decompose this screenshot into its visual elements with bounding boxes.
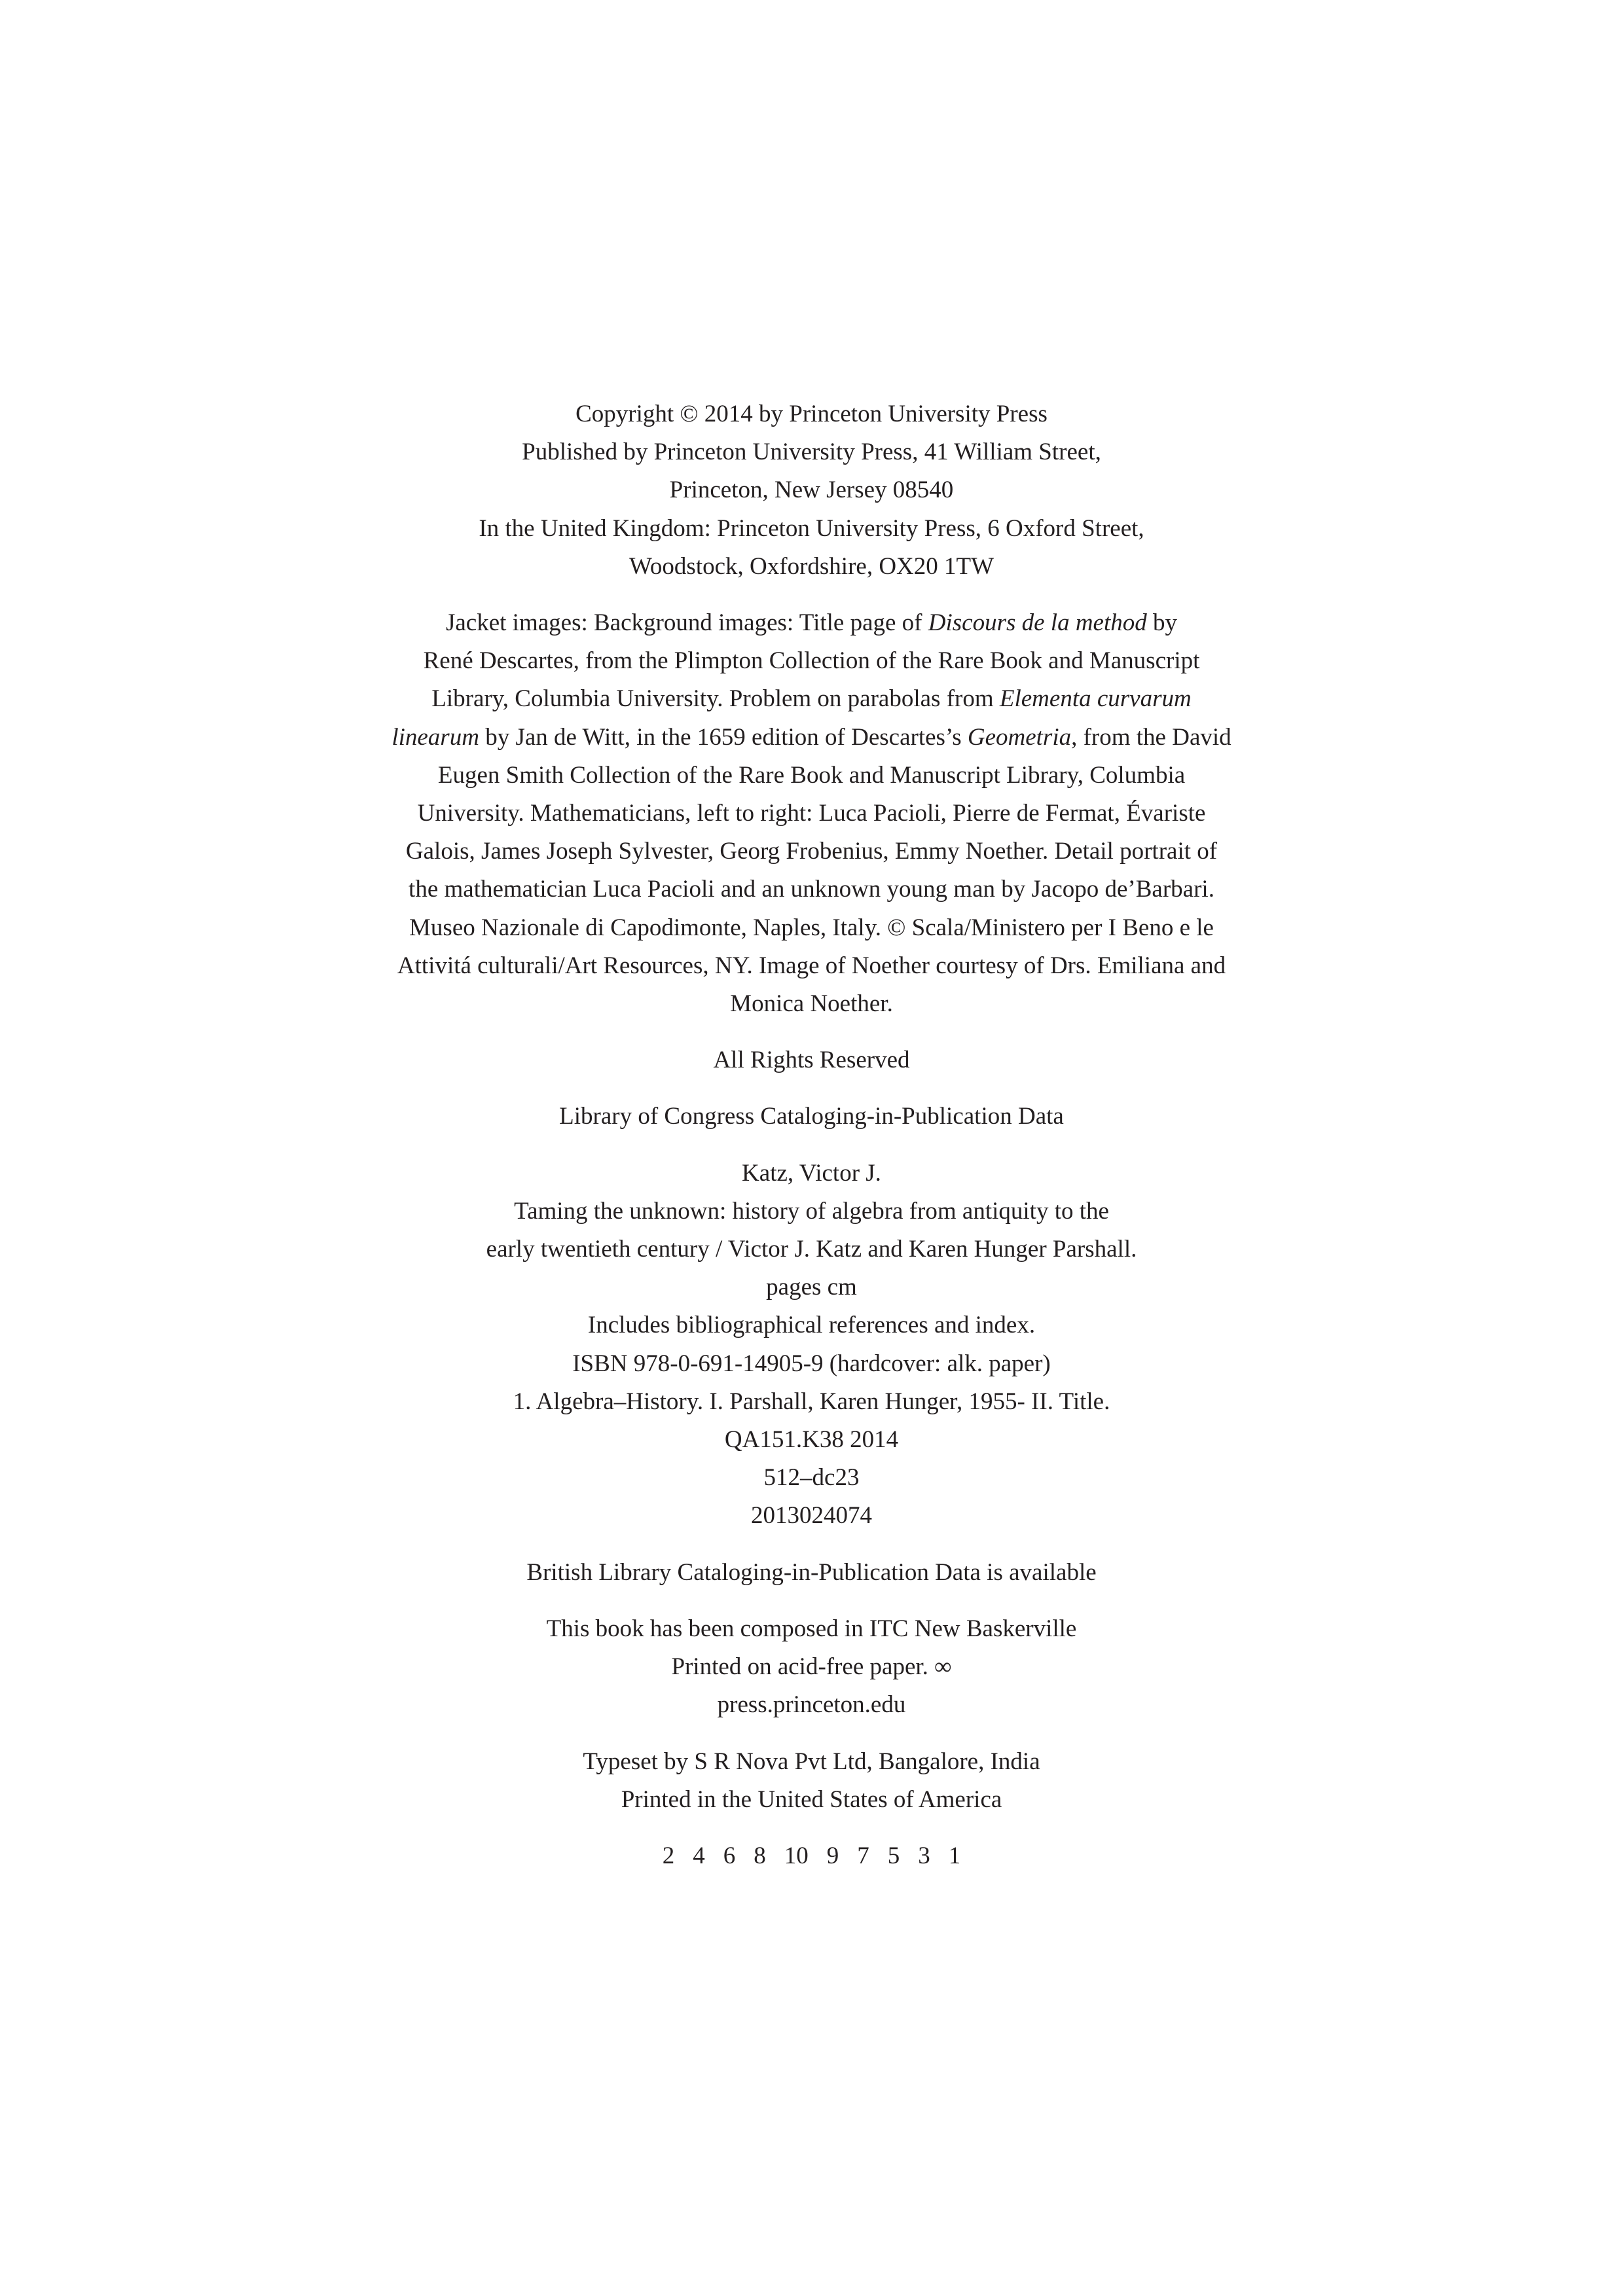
jacket-credits-title: linearum: [392, 723, 479, 751]
jacket-credits-text: Jacket images: Background images: Title page of: [445, 609, 928, 637]
loc-heading: [0, 1098, 1623, 1136]
printing-number: 9: [826, 1842, 839, 1869]
printing-number: 7: [857, 1842, 869, 1869]
typeset-block: [0, 1743, 1623, 1819]
printing-line: [0, 1837, 1623, 1875]
printing-number: 6: [723, 1842, 736, 1869]
cip-dewey: 512–dc23: [763, 1464, 860, 1492]
cip-notes: Includes bibliographical references and index.: [587, 1312, 1036, 1339]
copyright-page: [0, 395, 1623, 1875]
publisher-city-line: Princeton, New Jersey 08540: [669, 476, 954, 504]
cip-block: [0, 1155, 1623, 1535]
jacket-credits-text: Galois, James Joseph Sylvester, Georg Frobenius, Emmy Noether. Detail portrait of: [405, 838, 1218, 865]
paper-note: Printed on acid-free paper. ∞: [671, 1653, 952, 1681]
copyright-line: Copyright © 2014 by Princeton University Press: [575, 401, 1048, 427]
jacket-credits: [347, 604, 1277, 1023]
printing-number: 4: [693, 1842, 705, 1869]
typeface-note: This book has been composed in ITC New Baskerville: [546, 1615, 1077, 1642]
british-library-note: [0, 1554, 1623, 1592]
publisher-block: [0, 395, 1623, 586]
publisher-address-line: Published by Princeton University Press, 41 William Street,: [522, 439, 1101, 466]
jacket-credits-text: , from the David: [1071, 723, 1231, 751]
cip-title-cont: early twentieth century / Victor J. Katz and Karen Hunger Parshall.: [486, 1236, 1137, 1263]
uk-city-line: Woodstock, Oxfordshire, OX20 1TW: [629, 552, 994, 580]
jacket-credits-title: Elementa curvarum: [999, 685, 1192, 713]
website: press.princeton.edu: [717, 1691, 906, 1719]
printing-number: 8: [754, 1842, 766, 1869]
cip-author: Katz, Victor J.: [742, 1159, 881, 1187]
printing-number: 10: [784, 1842, 809, 1869]
cip-subjects: 1. Algebra–History. I. Parshall, Karen Hunger, 1955- II. Title.: [513, 1388, 1110, 1415]
cip-isbn: ISBN 978-0-691-14905-9 (hardcover: alk. paper): [572, 1350, 1051, 1377]
jacket-credits-text: University. Mathematicians, left to right: Luca Pacioli, Pierre de Fermat, Évariste: [417, 800, 1206, 827]
jacket-credits-text: Eugen Smith Collection of the Rare Book and Manuscript Library, Columbia: [437, 761, 1186, 789]
jacket-credits-title: Geometria: [967, 723, 1072, 751]
printed-in-note: Printed in the United States of America: [621, 1785, 1002, 1813]
jacket-credits-text: René Descartes, from the Plimpton Collection of the Rare Book and Manuscript: [423, 647, 1200, 675]
jacket-credits-title: Discours de la method: [928, 609, 1147, 637]
rights-statement: [0, 1041, 1623, 1079]
jacket-credits-text: Museo Nazionale di Capodimonte, Naples, Italy. © Scala/Ministero per I Beno e le: [409, 914, 1214, 941]
jacket-credits-text: Monica Noether.: [730, 990, 893, 1018]
printing-number: 1: [948, 1842, 961, 1869]
jacket-credits-text: Attivitá culturali/Art Resources, NY. Image of Noether courtesy of Drs. Emiliana and: [397, 952, 1226, 979]
jacket-credits-text: Library, Columbia University. Problem on parabolas from: [431, 685, 1000, 713]
printing-number: 3: [918, 1842, 930, 1869]
british-library-text: British Library Cataloging-in-Publication Data is available: [526, 1558, 1097, 1586]
uk-office-line: In the United Kingdom: Princeton University Press, 6 Oxford Street,: [479, 514, 1144, 542]
jacket-credits-text: by: [1146, 609, 1178, 637]
printing-number: 5: [887, 1842, 900, 1869]
jacket-credits-text: the mathematician Luca Pacioli and an unknown young man by Jacopo de’Barbari.: [409, 876, 1214, 903]
loc-heading-text: Library of Congress Cataloging-in-Publication Data: [559, 1103, 1064, 1130]
printing-number: 2: [662, 1842, 675, 1869]
cip-pages: pages cm: [766, 1274, 857, 1301]
jacket-credits-text: by Jan de Witt, in the 1659 edition of Descartes’s: [479, 723, 968, 751]
production-block: [0, 1610, 1623, 1725]
typesetter-note: Typeset by S R Nova Pvt Ltd, Bangalore, India: [583, 1748, 1040, 1775]
cip-lc-class: QA151.K38 2014: [724, 1426, 899, 1454]
cip-title: Taming the unknown: history of algebra from antiquity to the: [514, 1197, 1109, 1225]
rights-text: All Rights Reserved: [713, 1047, 910, 1074]
cip-lccn: 2013024074: [751, 1502, 872, 1530]
